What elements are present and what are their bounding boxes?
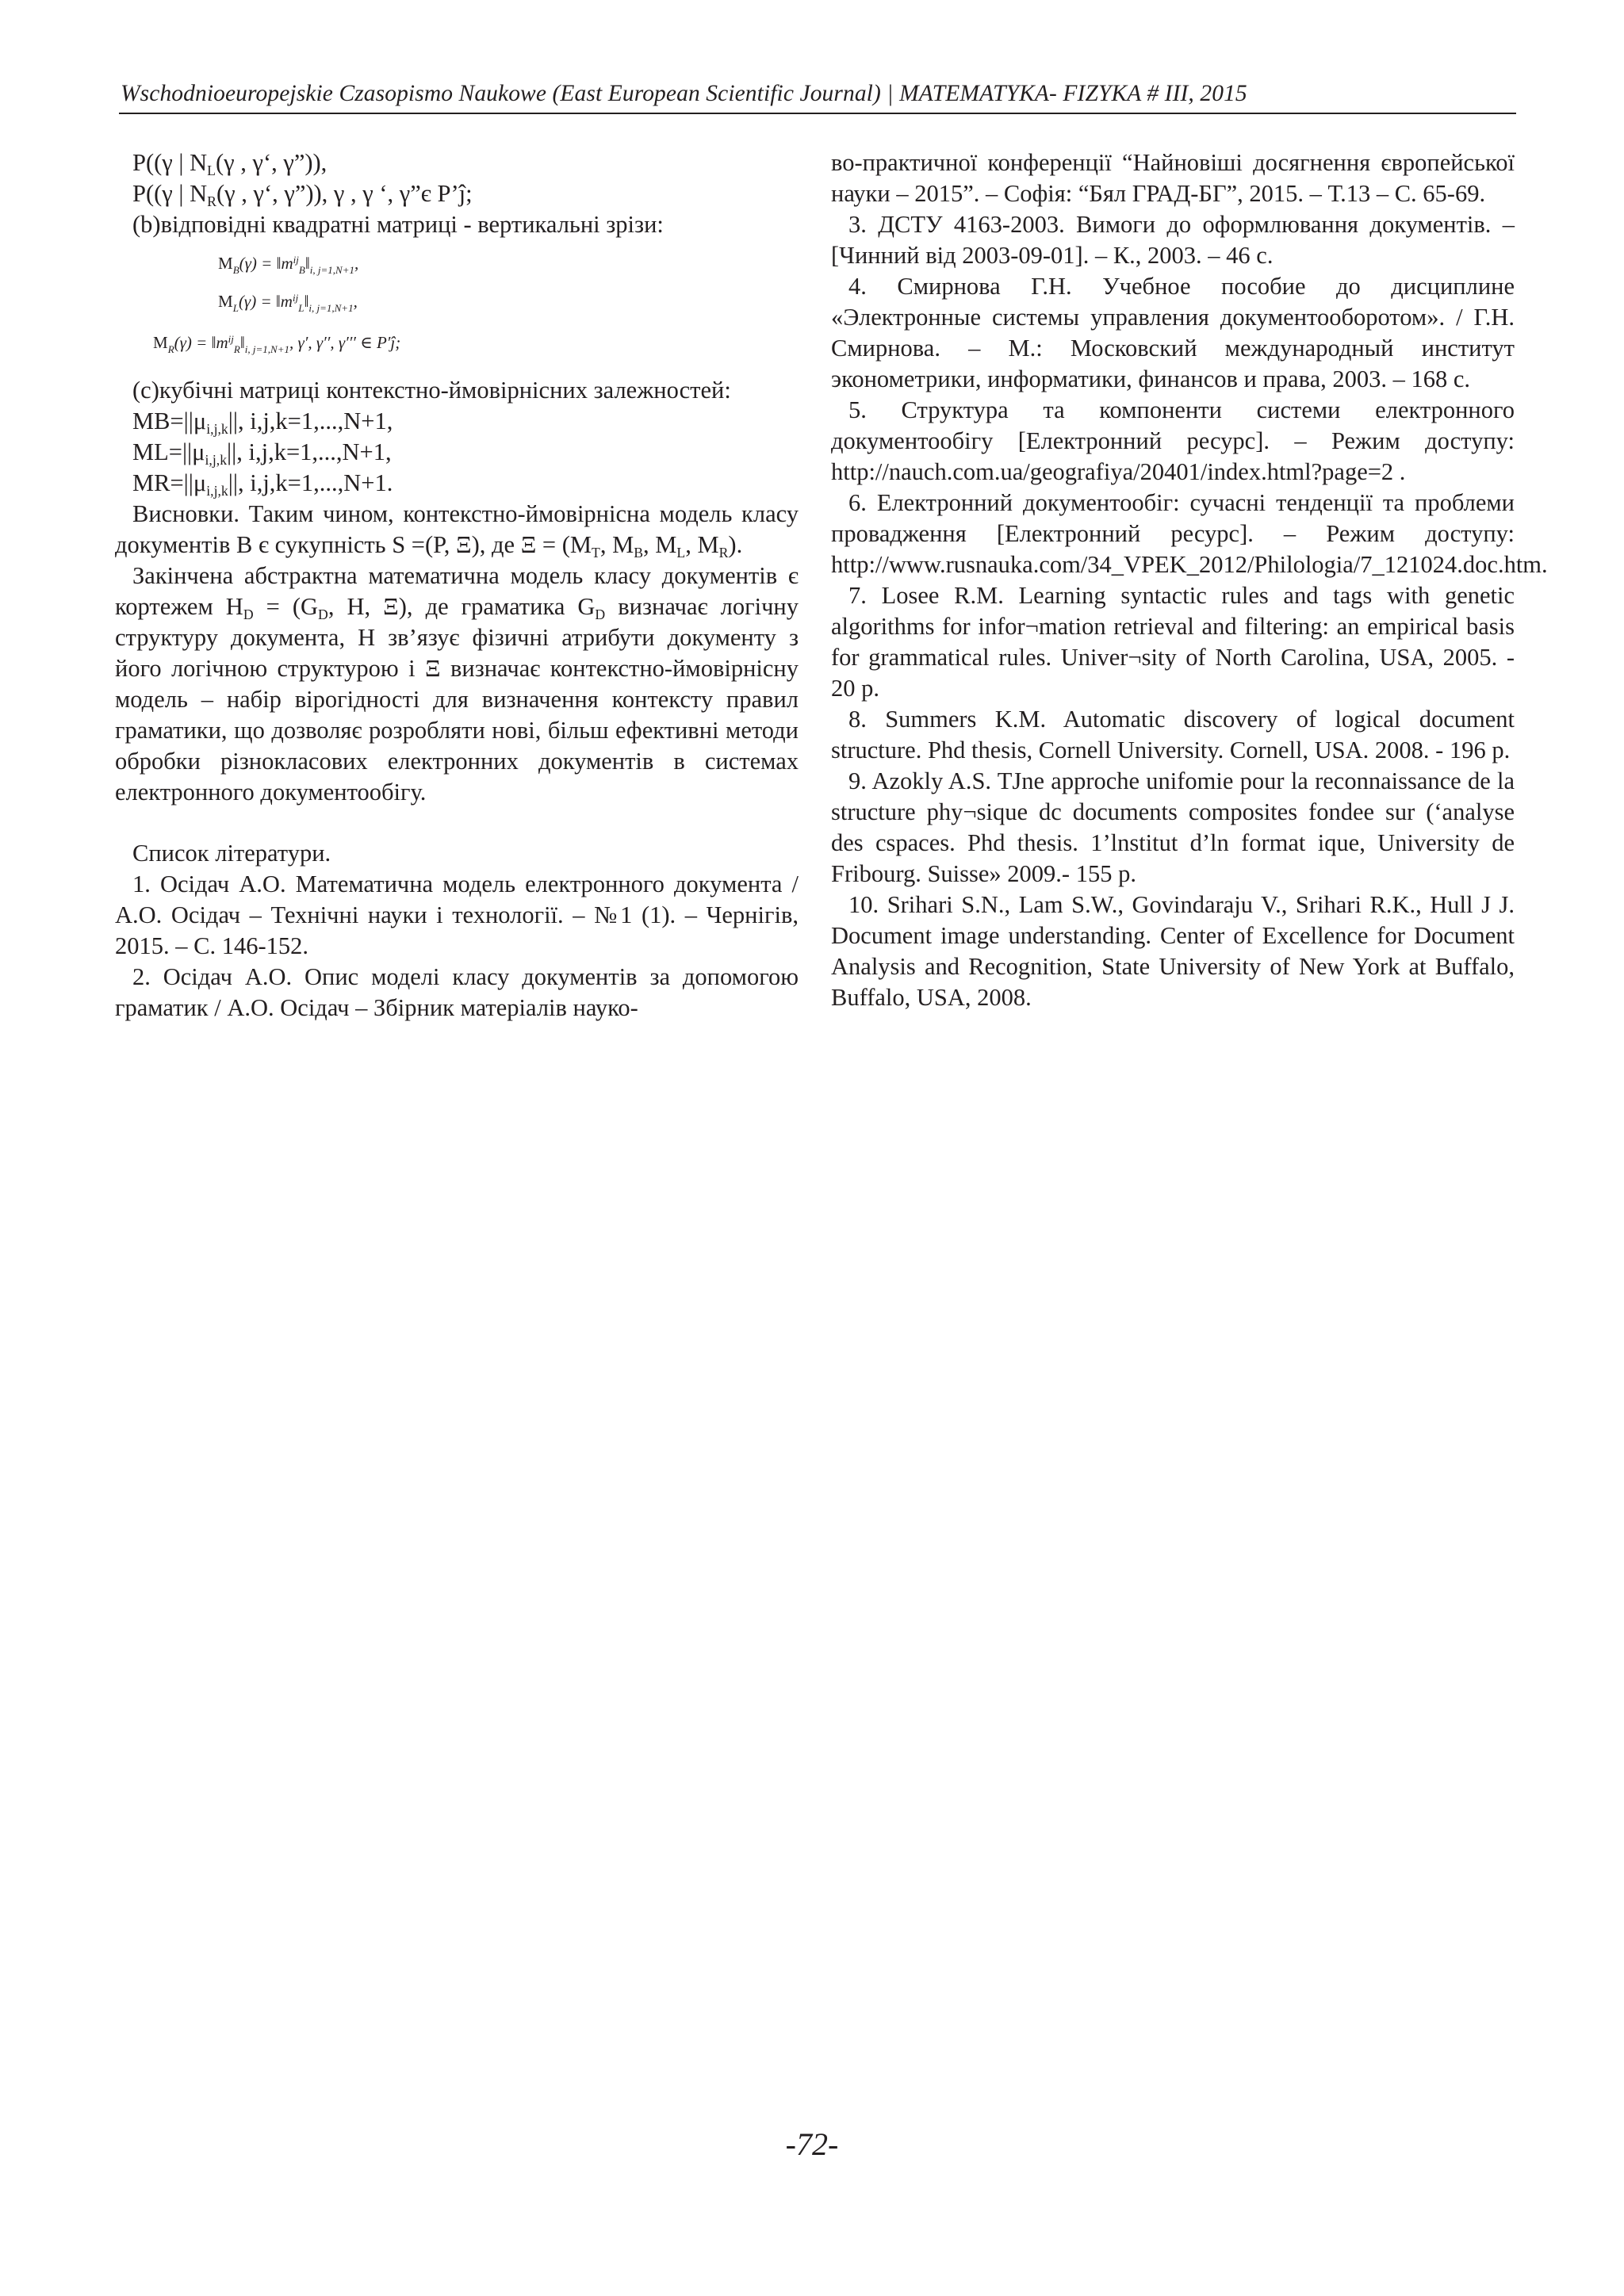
cube-matrix-mb: $MB=||\mu_{i,j,k}||$, i,j,k=1,...,N+1, bbox=[132, 408, 393, 438]
spacer bbox=[115, 808, 799, 838]
references-title: Список літератури. bbox=[132, 840, 331, 867]
matrix-mb-formula: $M_B(\gamma)$ = $‖m^{ij}_B‖_{i, j=1,N+1}$, bbox=[218, 253, 359, 276]
reference-1: 1. Осідач А.О. Математична модель електронного документа / А.О. Осідач – Технічні науки і технології. – №1 (1). – Чернігів, 2015. – С. 146-152. bbox=[115, 871, 799, 959]
formula-p-left: P((γ | $N_L(\gamma$ , γ‘, γ”)), bbox=[132, 149, 327, 179]
formula-p-right: P((γ | $N_R(\gamma$ , γ‘, γ”)), γ , γ ‘, γ”є P’ĵ; bbox=[132, 180, 473, 210]
header-rule bbox=[119, 113, 1516, 114]
reference-8: 8. Summers K.M. Automatic discovery of logical document structure. Phd thesis, Cornell University. Cornell, USA. 2008. - 196 p. bbox=[831, 706, 1515, 763]
header-separator: | bbox=[887, 81, 894, 106]
matrix-ml-formula: $M_L(\gamma)$ = $‖m^{ij}_L‖_{i, j=1,N+1}$, bbox=[218, 291, 358, 314]
cube-matrix-ml: $ML=||\mu_{i,j,k}||$, i,j,k=1,...,N+1, bbox=[132, 438, 392, 469]
reference-6: 6. Електронний документообіг: сучасні тенденції та проблеми провадження [Електронний ресурс]. – Режим доступу: http://www.rusnauka.com/34_VPEK_2012/Philologia/7_121024.doc.htm. bbox=[831, 489, 1548, 578]
right-column bbox=[831, 147, 1548, 1013]
reference-2: 2. Осідач А.О. Опис моделі класу документів за допомогою граматик / А.О. Осідач – Збірник матеріалів науко- bbox=[115, 963, 799, 1021]
conclusion-paragraph: Висновки. Таким чином, контекстно-ймовірнісна модель класу документів B є сукупність S =(P, Ξ), де $\Xi = (M_T$, $M_B$, $M_L$, $M_R$). bbox=[115, 500, 799, 561]
running-header bbox=[121, 78, 1513, 109]
reference-2-continued: во-практичної конференції “Найновіші досягнення європейської науки – 2015”. – Софія: “Бял ГРАД-БГ”, 2015. – Т.13 – С. 65-69. bbox=[831, 149, 1515, 207]
reference-3: 3. ДСТУ 4163-2003. Вимоги до оформлювання документів. – [Чинний від 2003-09-01]. – К., 2003. – 46 с. bbox=[831, 211, 1515, 269]
reference-4: 4. Смирнова Г.Н. Учебное пособие до дисциплине «Электронные системы управления документооборотом». / Г.Н. Смирнова. – М.: Московский международный институт эконометрики, информатики, финансов и права, 2003. – 168 с. bbox=[831, 273, 1515, 392]
reference-10: 10. Srihari S.N., Lam S.W., Govindaraju V., Srihari R.K., Hull J J. Document image understanding. Center of Excellence for Document Analysis and Recognition, State University of New York at Buffalo, Buffalo, USA, 2008. bbox=[831, 891, 1515, 1011]
journal-title: Wschodnioeuropejskie Czasopismo Naukowe (East European Scientific Journal) bbox=[121, 81, 881, 106]
left-column bbox=[115, 147, 799, 1024]
reference-9: 9. Azokly A.S. TJne approche unifomie pour la reconnaissance de la structure phy¬sique dc documents composites fondee sur (‘analyse des cspaces. Phd thesis. 1’lnstitut d’ln format ique, University de Fribourg. Suisse» 2009.- 155 p. bbox=[831, 767, 1515, 887]
page-number: -72- bbox=[785, 2126, 839, 2162]
summary-paragraph: Закінчена абстрактна математична модель класу документів є кортежем $H_D = (G_D$, H, Ξ), де граматика $G_D$ визначає логічну структуру документа, H зв’язує фізичні атрибути документу з його логічною структурою і Ξ визначає контекстно-ймовірнісну модель – набір вірогідності для визначення контексту правил граматики, що дозволяє розробляти нові, більш ефективні методи обробки різнокласових електронних документів в системах електронного документообігу. bbox=[115, 562, 799, 806]
section-label: MATEMATYKA- FIZYKA # III, 2015 bbox=[899, 81, 1247, 106]
cubic-matrices-intro: (c)кубічні матриці контекстно-ймовірнісних залежностей: bbox=[132, 377, 731, 404]
reference-5: 5. Структура та компоненти системи електронного документообігу [Електронний ресурс]. – Режим доступу: http://nauch.com.ua/geografiya/20401/index.html?page=2 . bbox=[831, 396, 1515, 485]
matrix-mr-formula: $M_R(\gamma)$ = $‖m^{ij}_R‖_{i, j=1,N+1}$, γ′, γ′′, γ′′′ ∈ P′ĵ; bbox=[153, 332, 401, 355]
matrices-intro: (b)відповідні квадратні матриці - вертикальні зрізи: bbox=[132, 211, 664, 238]
cube-matrix-mr: $MR=||\mu_{i,j,k}||$, i,j,k=1,...,N+1. bbox=[132, 469, 393, 499]
reference-7: 7. Losee R.M. Learning syntactic rules and tags with genetic algorithms for infor¬mation retrieval and filtering: an empirical basis for grammatical rules. Univer¬sity of North Carolina, USA, 2005. - 20 p. bbox=[831, 582, 1515, 702]
